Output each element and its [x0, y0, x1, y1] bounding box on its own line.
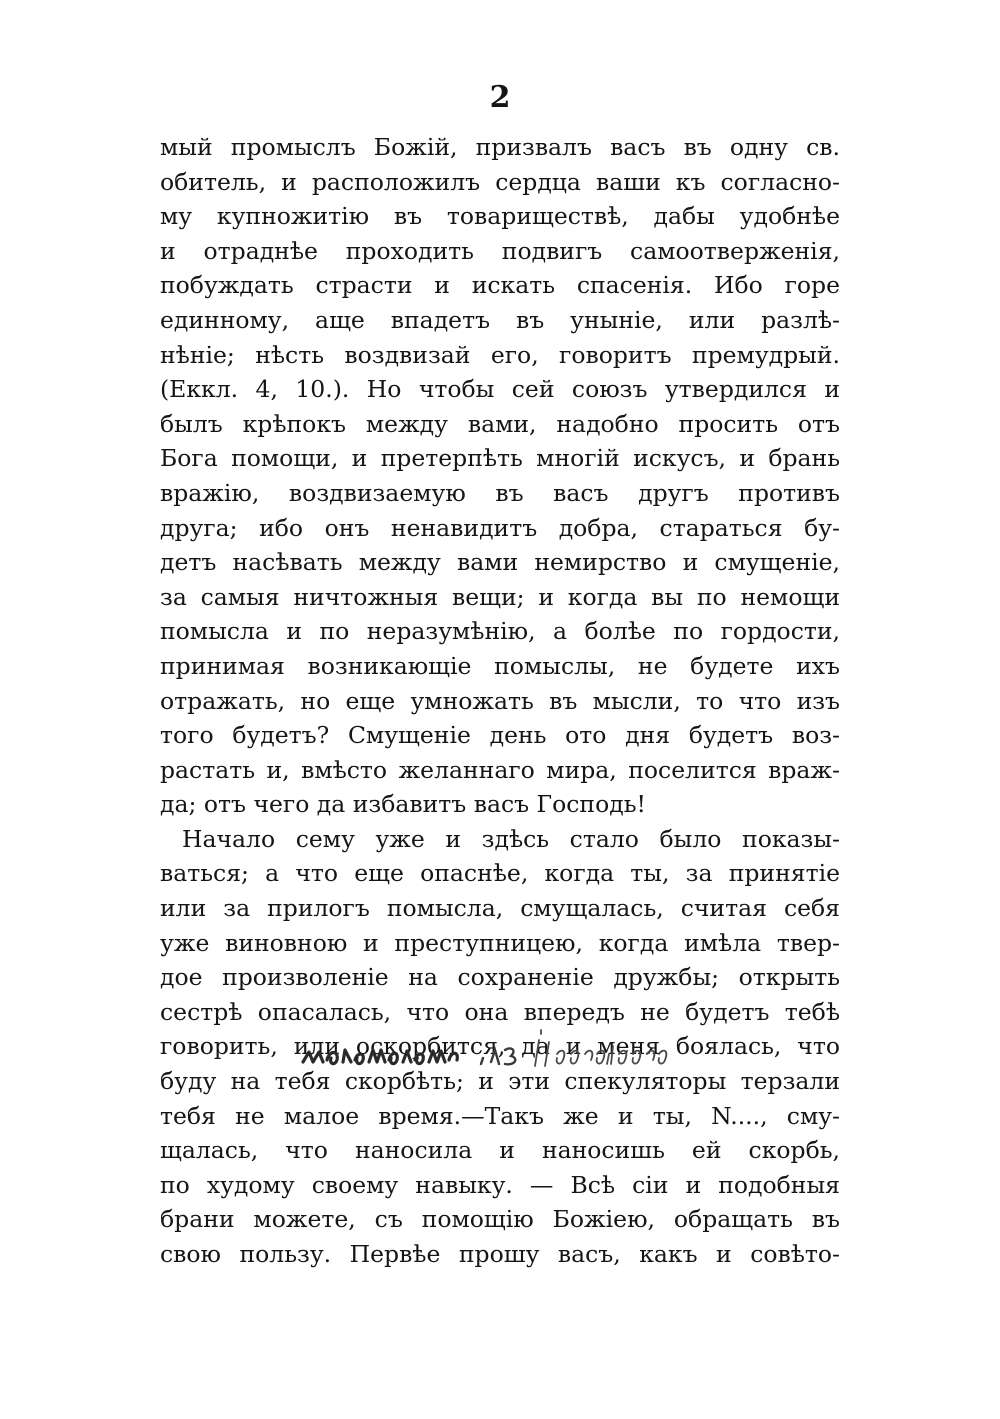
scrawl-middle	[481, 1048, 515, 1064]
text-line-paragraph-end: да; отъ чего да избавитъ васъ Господь!	[160, 790, 646, 819]
text-line: говорить, или оскорбится, да и меня боялась, что	[160, 1032, 840, 1061]
body-text	[160, 130, 840, 1272]
text-line-paragraph-start: Начало сему уже и здѣсь стало было показы-	[182, 824, 840, 853]
text-line: обитель, и расположилъ сердца ваши къ согласно-	[160, 167, 840, 196]
text-line: свою пользу. Первѣе прошу васъ, какъ и совѣто-	[160, 1240, 840, 1268]
text-line: побуждать страсти и искать спасенія. Ибо горе	[160, 271, 840, 300]
text-line: друга; ибо онъ ненавидитъ добра, стараться бу-	[160, 513, 840, 542]
text-line: помысла и по неразумѣнію, а болѣе по гордости,	[160, 617, 840, 646]
scrawl-right	[535, 1030, 666, 1066]
text-line: Бога помощи, и претерпѣть многій искусъ, и брань	[160, 444, 840, 473]
text-line: буду на тебя скорбѣть; и эти спекуляторы терзали	[160, 1067, 840, 1096]
text-line: того будетъ? Смущеніе день ото дня будетъ воз-	[160, 721, 840, 750]
text-line: былъ крѣпокъ между вами, надобно просить отъ	[160, 409, 840, 438]
page-number: 2	[489, 80, 511, 115]
text-line: уже виновною и преступницею, когда имѣла твер-	[160, 928, 840, 957]
scrawl-left	[303, 1050, 457, 1064]
text-line: му купножитію въ товариществѣ, дабы удобнѣе	[160, 202, 840, 231]
text-line: мый промыслъ Божій, призвалъ васъ въ одну св.	[160, 133, 840, 161]
text-line: по худому своему навыку. — Всѣ сіи и подобныя	[160, 1170, 840, 1199]
text-line: за самыя ничтожныя вещи; и когда вы по немощи	[160, 582, 840, 611]
text-line: нѣніе; нѣсть воздвизай его, говоритъ премудрый.	[160, 340, 840, 369]
text-line: единному, аще впадетъ въ уныніе, или разлѣ-	[160, 305, 840, 334]
text-line: принимая возникающіе помыслы, не будете ихъ	[160, 651, 840, 680]
text-line: ваться; а что еще опаснѣе, когда ты, за принятіе	[160, 859, 840, 888]
text-line: тебя не малое время.—Такъ же и ты, N...., сму-	[160, 1101, 840, 1130]
text-line: дое произволеніе на сохраненіе дружбы; открыть	[160, 963, 840, 992]
text-line: растать и, вмѣсто желаннаго мира, поселится враж-	[160, 755, 840, 784]
text-line: детъ насѣвать между вами немирство и смущеніе,	[160, 548, 840, 577]
text-line: сестрѣ опасалась, что она впередъ не будетъ тебѣ	[160, 997, 840, 1026]
text-line: отражать, но еще умножать въ мысли, то что изъ	[160, 686, 840, 715]
text-line: и отраднѣе проходить подвигъ самоотверженія,	[160, 236, 840, 265]
text-line: вражію, воздвизаемую въ васъ другъ противъ	[160, 478, 840, 507]
text-line: брани можете, съ помощію Божіею, обращать въ	[160, 1205, 840, 1234]
handwritten-inscription	[295, 1020, 695, 1080]
text-line: (Еккл. 4, 10.). Но чтобы сей союзъ утвердился и	[160, 375, 840, 404]
text-line: щалась, что наносила и наносишь ей скорбь,	[160, 1136, 840, 1165]
text-line: или за прилогъ помысла, смущалась, считая себя	[160, 894, 840, 923]
